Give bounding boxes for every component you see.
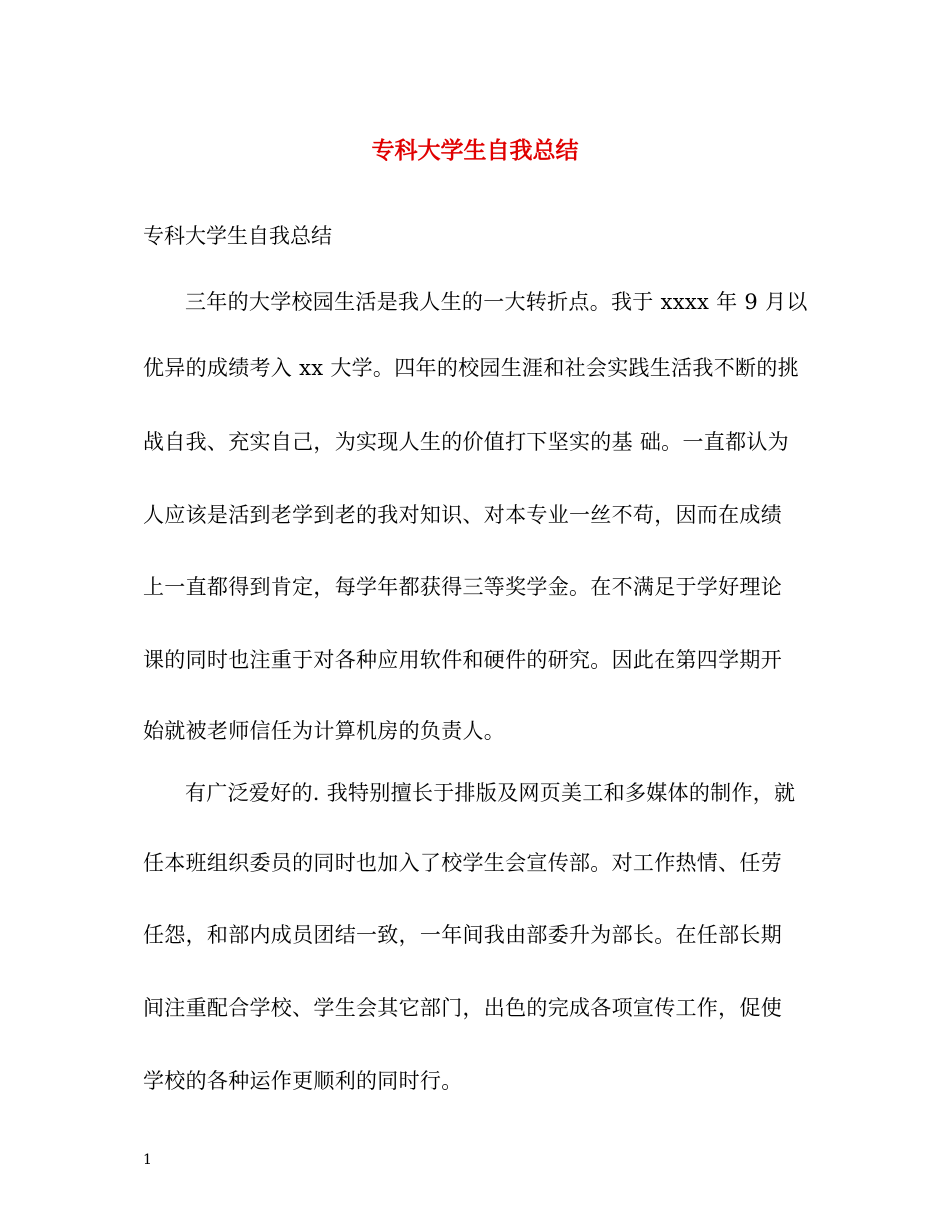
document-title: 专科大学生自我总结 [371,137,579,164]
paragraph-line: 战自我、充实自己，为实现人生的价值打下坚实的基 础。一直都认为 [143,430,789,454]
document-subtitle: 专科大学生自我总结 [143,224,332,248]
paragraph-line: 上一直都得到肯定，每学年都获得三等奖学金。在不满足于学好理论 [143,575,782,599]
paragraph-line: 任本班组织委员的同时也加入了校学生会宣传部。对工作热情、任劳 [143,851,782,875]
paragraph-line: 间注重配合学校、学生会其它部门，出色的完成各项宣传工作，促使 [143,996,782,1020]
paragraph-line: 课的同时也注重于对各种应用软件和硬件的研究。因此在第四学期开 [143,648,782,672]
paragraph-line: 学校的各种运作更顺利的同时行。 [143,1069,463,1093]
paragraph-line: 有广泛爱好的. 我特别擅长于排版及网页美工和多媒体的制作，就 [185,781,796,805]
paragraph-line: 优异的成绩考入 xx 大学。四年的校园生涯和社会实践生活我不断的挑 [143,356,799,380]
paragraph-line: 始就被老师信任为计算机房的负责人。 [143,719,506,743]
paragraph-line: 任怨，和部内成员团结一致，一年间我由部委升为部长。在任部长期 [143,923,782,947]
paragraph-line: 人应该是活到老学到老的我对知识、对本专业一丝不苟，因而在成绩 [143,503,782,527]
page-number: 1 [143,1152,152,1168]
paragraph-line: 三年的大学校园生活是我人生的一大转折点。我于 xxxx 年 9 月以 [185,290,808,314]
